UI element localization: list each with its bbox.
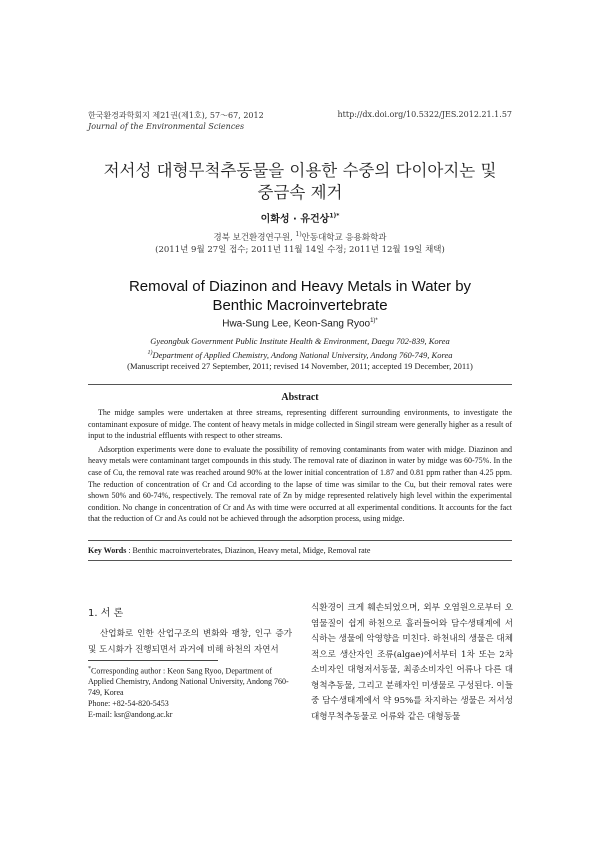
keywords bbox=[88, 546, 370, 555]
keywords-bottom-rule bbox=[88, 560, 512, 561]
keywords-label: Key Words bbox=[88, 546, 127, 555]
footnote-marker: * bbox=[88, 666, 91, 672]
abstract-paragraph-1: The midge samples were undertaken at three streams, representing different surrounding environments, to investigate the contaminant exposure of midge. The content of heavy metals in midge collected in Singil stream were generally higher as a result of input to the industrial effluents with respect to other streams. bbox=[88, 408, 512, 441]
intro-right-paragraph: 식환경이 크게 훼손되었으며, 외부 오염원으로부터 오염물질이 쉽게 하천으로 흘러들어와 담수생태계에 서식하는 생물에 악영향을 미친다. 하천내의 생물은 대체적으로 생산자인 조류(algae)에서부터 1차 또는 2차 소비자인 대형저서동물, 최종소비자인 어류나 다른 대형척추동물, 그리고 분해자인 미생물로 구성된다. 이들 중 담수생태계에서 약 95%를 차지하는 생물은 저서성 대형무척추동물로 어류와 같은 대형동물 bbox=[311, 603, 513, 722]
title-korean bbox=[60, 160, 540, 204]
affiliation-korean bbox=[0, 229, 600, 256]
intro-right-column bbox=[311, 601, 513, 725]
doi-link[interactable]: http://dx.doi.org/10.5322/JES.2012.21.1.57 bbox=[337, 110, 512, 119]
journal-header bbox=[88, 110, 264, 132]
keywords-text: : Benthic macroinvertebrates, Diazinon, Heavy metal, Midge, Removal rate bbox=[126, 546, 371, 555]
footnote-phone: Phone: +82-54-820-5453 bbox=[88, 699, 169, 709]
affiliation-english-line1: Gyeongbuk Government Public Institute Health & Environment, Daegu 702-839, Korea bbox=[150, 336, 450, 346]
abstract-heading: Abstract bbox=[281, 392, 319, 403]
title-english-line1: Removal of Diazinon and Heavy Metals in Water by bbox=[128, 278, 472, 295]
intro-left-paragraph: 산업화로 인한 산업구조의 변화와 팽창, 인구 증가 및 도시화가 진행되면서 과거에 비해 하천의 자연서 bbox=[88, 629, 292, 655]
affiliation-korean-inst1: 경북 보건환경연구원, bbox=[213, 232, 296, 243]
title-korean-line1: 저서성 대형무척추동물을 이용한 수중의 다이아지논 및 bbox=[103, 161, 497, 180]
journal-citation-ko: 한국환경과학회지 제21권(제1호), 57～67, 2012 bbox=[88, 111, 264, 120]
abstract-paragraph-2: Adsorption experiments were done to evaluate the possibility of removing contaminants from water with midge. Diazinon and heavy metals were contaminant target compounds in this study. The removal rate of diazinon in water by midge was 60-75%. In the case of Cu, the removal rate was reached around 90% at the lower initial concentration of 1.87 and 0.81 ppm rather than 4.25 ppm. The reduction of concentration of Cr and Cd according to the lapse of time was similar to the Cu, but their removal rates were shown 50% and 60-74%, respectively. The removal rate of Zn by midge represented relatively high level within the experimental condition. No change in concentration of Cr and As with time were occurred at all experimental conditions. It accounts for the fact that the reduction of Cr and As could not be achieved through the adsorption process, using midge. bbox=[88, 444, 512, 524]
authors-korean bbox=[0, 210, 600, 225]
authors-english-names: Hwa-Sung Lee, Keon-Sang Ryoo bbox=[222, 318, 371, 330]
section-heading-introduction: 1. 서 론 bbox=[88, 608, 124, 619]
affiliation-english-dept: Department of Applied Chemistry, Andong National University, Andong 760-749, Korea bbox=[152, 349, 453, 360]
footnote-author-text: Corresponding author : Keon Sang Ryoo, Department of Applied Chemistry, Andong National University, Andong 760-749, Korea bbox=[88, 666, 289, 698]
footnote bbox=[88, 664, 292, 721]
title-english bbox=[60, 277, 540, 315]
footnote-author bbox=[88, 664, 292, 699]
footnote-email[interactable]: E-mail: ksr@andong.ac.kr bbox=[88, 709, 173, 719]
affiliation-english-line2 bbox=[0, 348, 600, 361]
authors-korean-sup: 1)* bbox=[329, 212, 340, 220]
title-korean-line2: 중금속 제거 bbox=[257, 183, 343, 202]
affiliation-english bbox=[0, 336, 600, 372]
affiliation-english-sup: 1) bbox=[147, 349, 153, 356]
abstract-top-rule bbox=[88, 384, 512, 385]
authors-english-sup: 1)* bbox=[370, 318, 378, 324]
keywords-top-rule bbox=[88, 540, 512, 541]
authors-korean-names: 이화성 · 유건상 bbox=[260, 214, 330, 225]
affiliation-korean-line1 bbox=[0, 229, 600, 244]
title-english-line2: Benthic Macroinvertebrate bbox=[212, 297, 388, 314]
intro-left-column bbox=[88, 627, 292, 658]
journal-name-en: Journal of the Environmental Sciences bbox=[88, 122, 245, 131]
footnote-rule bbox=[88, 660, 218, 661]
abstract-body bbox=[88, 407, 512, 527]
dates-korean: (2011년 9월 27일 접수; 2011년 11월 14일 수정; 2011년 12월 19일 채택) bbox=[155, 244, 445, 255]
authors-english bbox=[0, 318, 600, 329]
affiliation-korean-sup: 1) bbox=[295, 231, 302, 238]
affiliation-korean-inst2: 안동대학교 응용화학과 bbox=[301, 232, 387, 243]
dates-english: (Manuscript received 27 September, 2011; revised 14 November, 2011; accepted 19 December, 2011) bbox=[127, 360, 473, 371]
